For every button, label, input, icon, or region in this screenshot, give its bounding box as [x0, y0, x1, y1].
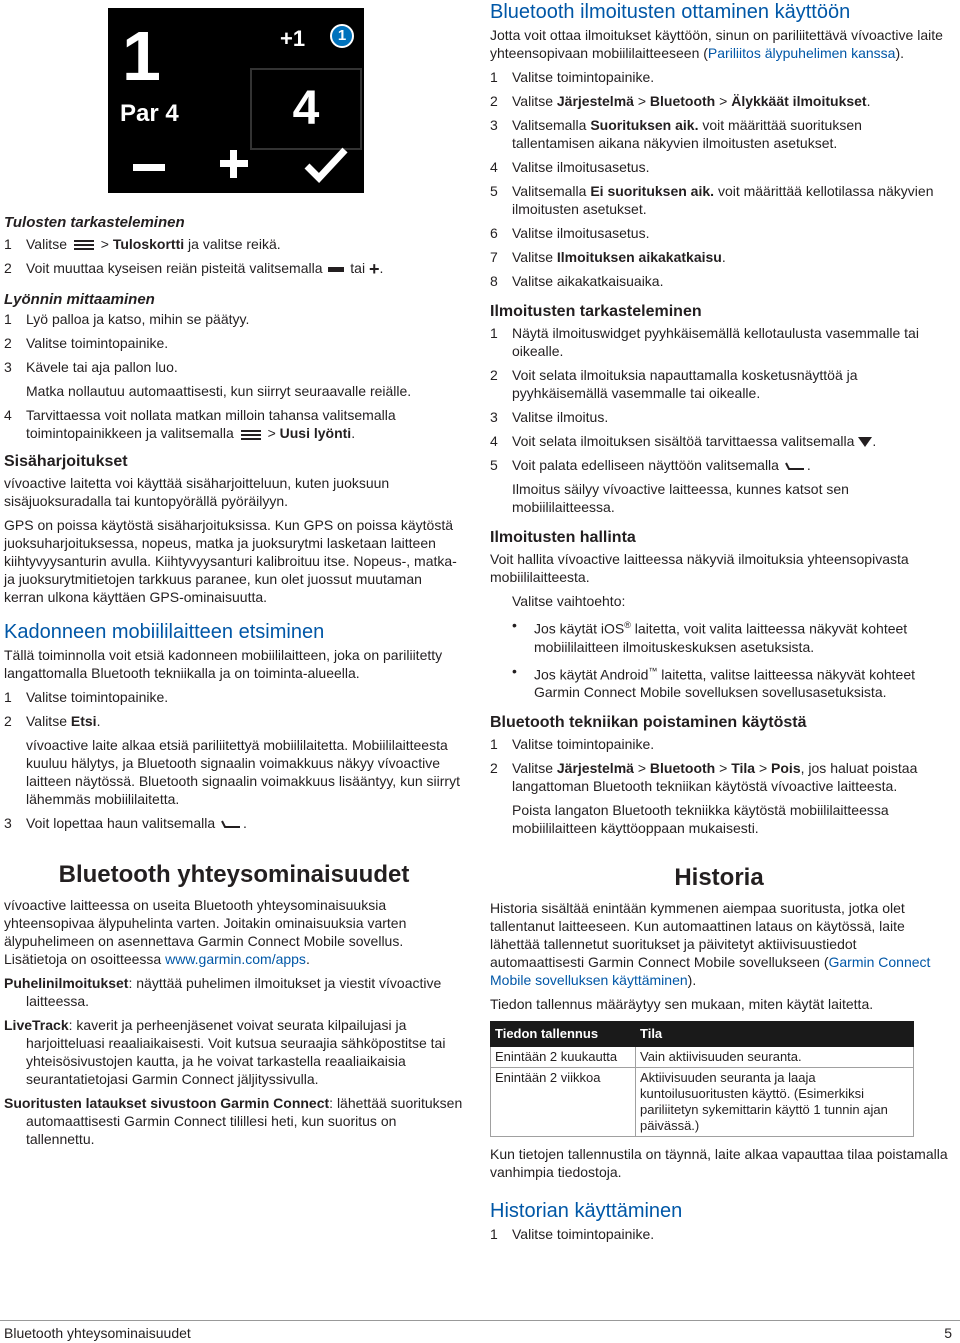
bt-ilm-step-5: 5 Valitsemalla Ei suorituksen aik. voit määrittää kellotilassa näkyvien ilmoitusten asetukset.: [490, 183, 934, 217]
garmin-apps-link[interactable]: www.garmin.com/apps: [165, 951, 306, 968]
bt-ilm-step-6: 6 Valitse ilmoitusasetus.: [490, 225, 650, 241]
bt-ilm-step-4: 4 Valitse ilmoitusasetus.: [490, 159, 650, 175]
bt-ilm-paragraph: Jotta voit ottaa ilmoitukset käyttöön, sinun on pariliitettävä vívoactive laite yhteensopivaan mobiililaitteeseen (Pariliitos älypuhelimen kanssa).: [490, 27, 943, 61]
left-column: [4, 213, 464, 1148]
tark-step-3: 3 Valitse ilmoitus.: [490, 409, 609, 425]
table-header: Tila: [636, 1022, 914, 1047]
watch-badge: 1: [330, 24, 354, 48]
pois-note: Poista langaton Bluetooth tekniikka käytöstä mobiililaitteessa mobiililaitteen käyttöoppaan mukaisesti.: [512, 802, 889, 837]
kadon-step-1: 1 Valitse toimintopainike.: [4, 689, 169, 706]
section-title-sisaharjoitukset: Sisäharjoitukset: [4, 453, 128, 471]
watch-screenshot: [108, 8, 364, 193]
table-row: Enintään 2 kuukautta Vain aktiivisuuden seuranta.: [491, 1047, 914, 1068]
tark-note: Ilmoitus säilyy vívoactive laitteessa, kunnes katsot sen mobiililaitteessa.: [512, 481, 849, 515]
section-title-bt-ilmoitusten: Bluetooth ilmoitusten ottaminen käyttöön: [490, 1, 851, 23]
hallinta-bullet-ios: • Jos käytät iOS® laitetta, voit valita laitteessa näkyvät kohteet mobiililaitteen ilmoituskeskuksen asetuksista.: [512, 617, 908, 655]
table-header: Tiedon tallennus: [491, 1022, 636, 1047]
tark-step-5: 5 Voit palata edelliseen näyttöön valitsemalla .: [490, 457, 811, 473]
hallinta-option: Valitse vaihtoehto:: [512, 593, 626, 609]
tark-step-1: 1 Näytä ilmoituswidget pyyhkäisemällä kellotaulusta vasemmalle tai oikealle.: [490, 325, 919, 359]
lyonnin-step-4: 4 Tarvittaessa voit nollata matkan milloin tahansa valitsemalla toimintopainikkeen ja valitsemalla > Uusi lyönti.: [4, 407, 396, 442]
bt-puhelin: Puhelinilmoitukset: näyttää puhelimen ilmoitukset ja viestit vívoactive laitteessa.: [4, 975, 442, 1010]
bt-suoritusten: Suoritusten lataukset sivustoon Garmin Connect: lähettää suorituksen automaattisesti Garmin Connect tilillesi heti, kun suoritus on tallennettu.: [4, 1095, 463, 1148]
gcm-link[interactable]: Garmin Connect Mobile sovelluksen käyttäminen: [490, 954, 931, 989]
table-row: Enintään 2 viikkoa Aktiivisuuden seuranta ja laaja kuntoilusuoritusten käyttö. (Esimerkiksi pariliitetyn sykemittarin käyttö 1 tunnin ajan päivässä.): [491, 1068, 914, 1137]
section-title-poistaminen: Bluetooth tekniikan poistaminen käytöstä: [490, 714, 807, 732]
tark-step-4: 4 Voit selata ilmoituksen sisältöä tarvittaessa valitsemalla .: [490, 433, 877, 449]
bt-paragraph-1: vívoactive laitteessa on useita Bluetooth yhteysominaisuuksia yhteensopivaa älypuhelinta varten. Joitakin ominaisuuksia varten älypuhelimeen on asennettava Garmin Connect Mobile sovellus. Lisätietoja on osoitteessa www.garmin.com/apps.: [4, 897, 407, 968]
historia-table: [490, 1021, 914, 1137]
page-number: 5: [944, 1325, 952, 1341]
pois-step-1: 1 Valitse toimintopainike.: [490, 736, 655, 753]
section-title-tarkasteleminen: Ilmoitusten tarkasteleminen: [490, 303, 702, 320]
hallinta-bullet-android: • Jos käytät Android™ laitetta, valitse laitteessa näkyvät kohteet Garmin Connect Mobile sovelluksen sovellusasetuksista.: [512, 662, 915, 701]
tulosten-step-2: 2 Voit muuttaa kyseisen reiän pisteitä valitsemalla tai +.: [4, 259, 384, 280]
kadon-step-2: 2 Valitse Etsi.: [4, 713, 101, 730]
watch-plus-score: +1: [280, 26, 306, 51]
menu-icon: [74, 240, 94, 250]
lyonnin-step-2: 2 Valitse toimintopainike.: [4, 335, 169, 352]
pois-step-2: 2 Valitse Järjestelmä > Bluetooth > Tila > Pois, jos haluat poistaa langattoman Bluetooth tekniikan käytöstä vívoactive laitteesta.: [490, 760, 918, 795]
lyonnin-step-3: 3 Kävele tai aja pallon luo.: [4, 359, 178, 376]
watch-score: 4: [292, 82, 320, 135]
watch-minus-icon[interactable]: [133, 158, 173, 176]
lyonnin-step-1: 1 Lyö palloa ja katso, mihin se päätyy.: [4, 311, 250, 328]
watch-par: Par 4: [120, 100, 179, 127]
section-title-bluetooth-yhteys: Bluetooth yhteysominaisuudet: [58, 861, 410, 889]
hallinta-paragraph: Voit hallita vívoactive laitteessa näkyviä ilmoituksia yhteensopivasta mobiililaitteesta.: [490, 551, 909, 585]
kadon-note: vívoactive laite alkaa etsiä pariliitettyä mobiililaitetta. Mobiililaitteesta kuuluu hälytys, ja Bluetooth signaalin voimakkuus näkyy vívoactive laitteen näytössä. Bluetooth signaalin voimakkuus lisääntyy, kun siirryt lähemmäs mobiililaitetta.: [26, 737, 460, 808]
pariliitos-link[interactable]: Pariliitos älypuhelimen kanssa: [707, 45, 896, 61]
sisa-paragraph-1: vívoactive laitetta voi käyttää sisäharjoitteluun, kuten juoksuun sisäjuoksuradalla tai kuntopyörällä pyöräilyyn.: [4, 475, 390, 510]
lyonnin-note: Matka nollautuu automaattisesti, kun siirryt seuraavalle reiälle.: [26, 383, 412, 400]
menu-icon: [241, 430, 261, 440]
bt-ilm-step-8: 8 Valitse aikakatkaisuaika.: [490, 273, 664, 289]
bt-ilm-step-2: 2 Valitse Järjestelmä > Bluetooth > Älykkäät ilmoitukset.: [490, 93, 871, 109]
watch-check-icon[interactable]: [303, 144, 349, 184]
tulosten-step-1: 1 Valitse > Tuloskortti ja valitse reikä.: [4, 236, 281, 252]
section-title-lyonnin: Lyönnin mittaaminen: [4, 291, 155, 309]
kadon-paragraph: Tällä toiminnolla voit etsiä kadonneen mobiililaitteen, joka on pariliitetty langattomalla Bluetooth tekniikalla ja on toiminta-alueella.: [4, 647, 443, 682]
bt-livetrack: LiveTrack: kaverit ja perheenjäsenet voivat seurata kilpailujasi ja harjoitteluasi reaaliaikaisesti. Voit kutsua seuraajia sähköpostitse tai yhteisösivustojen kautta, ja he voivat tarkastella reaaliaikaisia seurantatietojasi Garmin Connect jäljityssivulla.: [4, 1017, 446, 1088]
section-title-historia: Historia: [674, 864, 764, 892]
plus-icon: +: [368, 259, 380, 280]
historia-paragraph-1: Historia sisältää enintään kymmenen aiempaa suoritusta, jotka olet tallentanut laitteeseen. Kun automaattinen lataus on käytössä, laite lähettää tallennetut suoritukset ja päivitetyt aktiivisuustiedot automaattisesti Garmin Connect Mobile sovellukseen (Garmin Connect Mobile sovelluksen käyttäminen).: [490, 900, 931, 989]
historia-paragraph-3: Kun tietojen tallennustila on täynnä, laite alkaa vapauttaa tilaa poistamalla vanhimpia tiedostoja.: [490, 1146, 948, 1181]
bt-ilm-step-1: 1 Valitse toimintopainike.: [490, 69, 655, 85]
section-title-hallinta: Ilmoitusten hallinta: [490, 529, 636, 546]
watch-plus-icon[interactable]: [218, 148, 250, 180]
bt-ilm-step-7: 7 Valitse Ilmoituksen aikakatkaisu.: [490, 249, 726, 265]
minus-icon: [328, 267, 344, 272]
sisa-paragraph-2: GPS on poissa käytöstä sisäharjoituksissa. Kun GPS on poissa käytöstä juoksuharjoituksessa, nopeus, matka ja juoksurytmi lasketaan laitteen kiihtyvyysanturin avulla. Kiihtyvyysanturi kalibroituu itse. Nopeus-, matka- ja juoksurytmitietojen tarkkuus paranee, kun olet juossut muutaman kerran ulkona käyttäen GPS-ominaisuutta.: [4, 517, 457, 606]
tark-step-2: 2 Voit selata ilmoituksia napauttamalla kosketusnäyttöä ja pyyhkäisemällä vasemmalle tai oikealle.: [490, 367, 858, 401]
back-icon: [221, 820, 241, 829]
footer-section: Bluetooth yhteysominaisuudet: [4, 1325, 191, 1341]
historia-step-1: 1 Valitse toimintopainike.: [490, 1226, 655, 1243]
bt-ilm-step-3: 3 Valitsemalla Suorituksen aik. voit määrittää suorituksen tallentamisen aikana näkyvien ilmoitusten asetukset.: [490, 117, 862, 151]
section-title-kadonneen: Kadonneen mobiililaitteen etsiminen: [4, 621, 325, 644]
down-arrow-icon: [858, 437, 872, 447]
kadon-step-3: 3 Voit lopettaa haun valitsemalla .: [4, 815, 247, 832]
section-title-tulosten: Tulosten tarkasteleminen: [4, 214, 185, 231]
watch-score-box: [250, 68, 362, 150]
right-column: [490, 0, 948, 1243]
section-title-historian-kaytto: Historian käyttäminen: [490, 1200, 683, 1223]
footer-rule: [0, 1320, 960, 1321]
back-icon: [785, 462, 805, 471]
historia-paragraph-2: Tiedon tallennus määräytyy sen mukaan, miten käytät laitetta.: [490, 996, 874, 1013]
watch-hole-number: 1: [122, 17, 161, 95]
